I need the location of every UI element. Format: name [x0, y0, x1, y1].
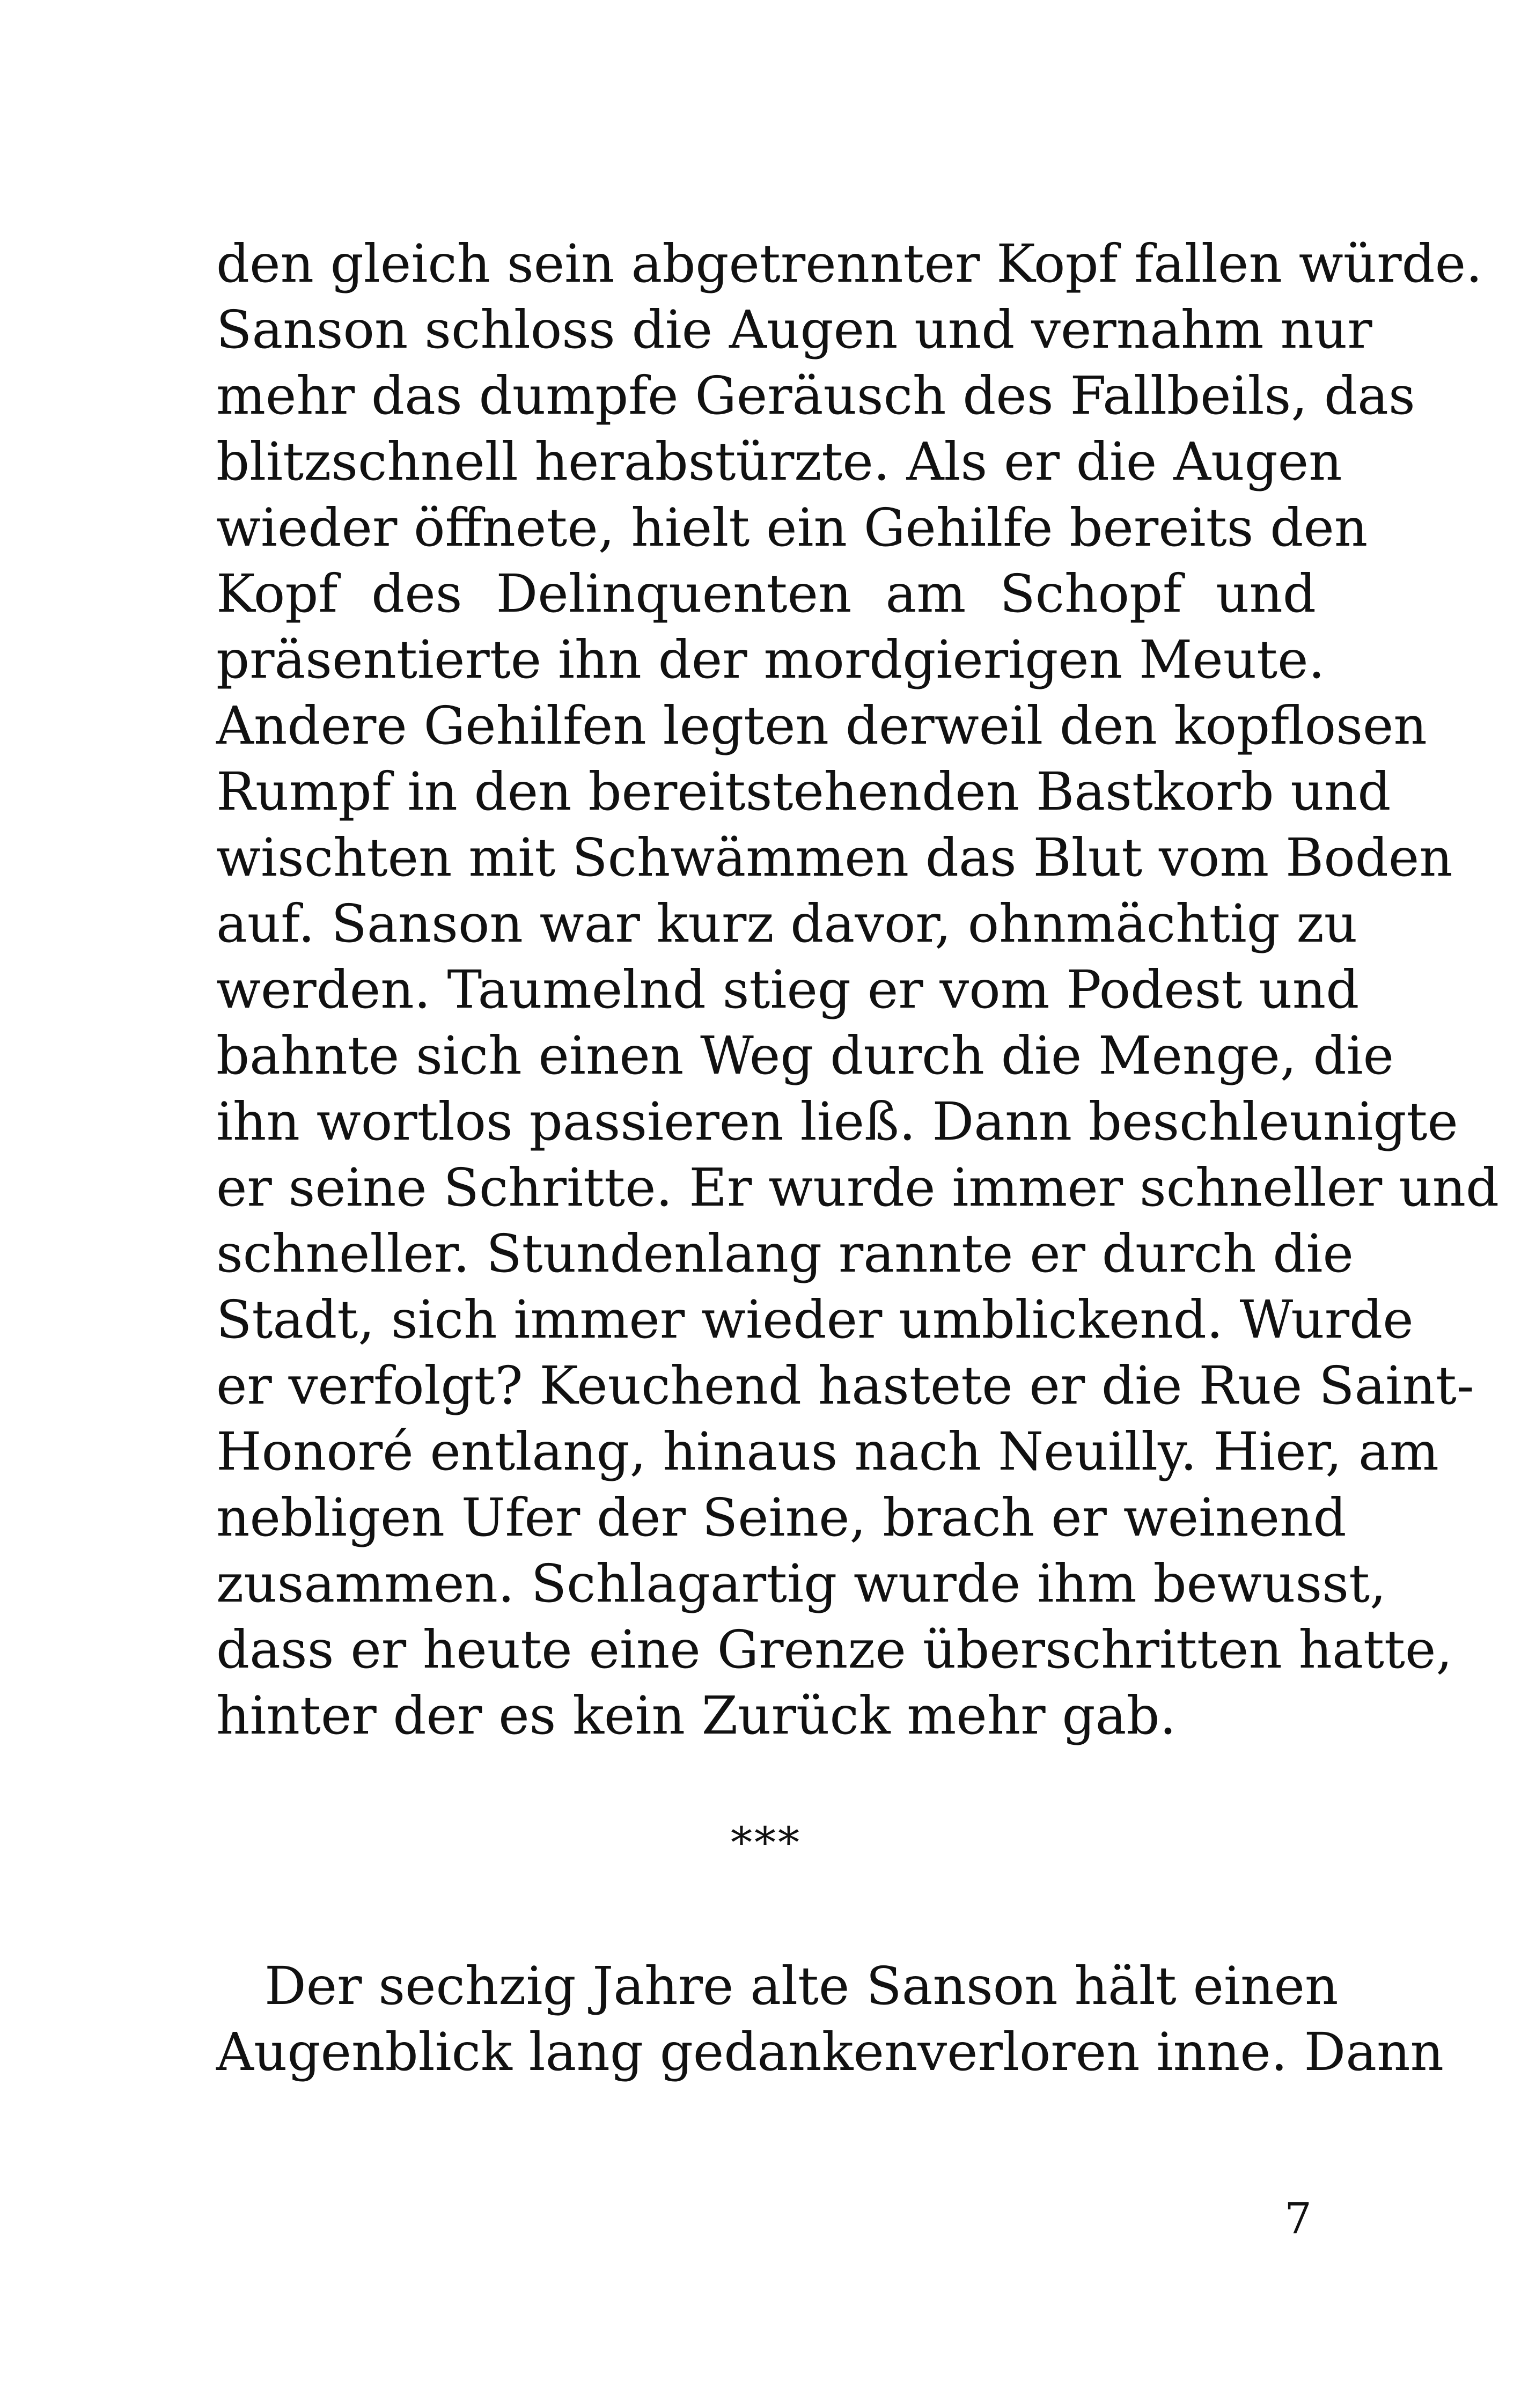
- text-line: Rumpf in den bereitstehenden Bastkorb und: [216, 761, 1391, 822]
- text-line: ihn wortlos passieren ließ. Dann beschleunigte: [216, 1091, 1458, 1152]
- text-line: Der sechzig Jahre alte Sanson hält einen: [264, 1956, 1339, 2016]
- text-line: Honoré entlang, hinaus nach Neuilly. Hier, am: [216, 1421, 1439, 1482]
- text-line: Stadt, sich immer wieder umblickend. Wurde: [216, 1289, 1414, 1350]
- page-number: 7: [1284, 2193, 1312, 2243]
- text-line: nebligen Ufer der Seine, brach er weinend: [216, 1487, 1347, 1548]
- text-line: Andere Gehilfen legten derweil den kopflosen: [216, 695, 1427, 756]
- text-line: blitzschnell herabstürzte. Als er die Augen: [216, 431, 1342, 492]
- text-line: hinter der es kein Zurück mehr gab.: [216, 1685, 1177, 1746]
- text-line: zusammen. Schlagartig wurde ihm bewusst,: [216, 1553, 1386, 1614]
- text-line: auf. Sanson war kurz davor, ohnmächtig zu: [216, 893, 1358, 954]
- text-line: Sanson schloss die Augen und vernahm nur: [216, 299, 1372, 360]
- text-line: schneller. Stundenlang rannte er durch die: [216, 1223, 1354, 1284]
- text-line: wieder öffnete, hielt ein Gehilfe bereits den: [216, 497, 1368, 558]
- text-line: wischten mit Schwämmen das Blut vom Boden: [216, 827, 1453, 888]
- text-line: Kopf des Delinquenten am Schopf und: [216, 563, 1316, 624]
- text-line: bahnte sich einen Weg durch die Menge, die: [216, 1025, 1394, 1086]
- text-line: werden. Taumelnd stieg er vom Podest und: [216, 959, 1360, 1020]
- text-line: dass er heute eine Grenze überschritten hatte,: [216, 1619, 1453, 1680]
- text-line: präsentierte ihn der mordgierigen Meute.: [216, 629, 1325, 690]
- text-line: mehr das dumpfe Geräusch des Fallbeils, das: [216, 365, 1415, 426]
- paragraph-2: [216, 1953, 1444, 2085]
- text-line: er verfolgt? Keuchend hastete er die Rue Saint-: [216, 1355, 1474, 1416]
- text-line: er seine Schritte. Er wurde immer schneller und: [216, 1157, 1500, 1218]
- text-line: den gleich sein abgetrennter Kopf fallen würde.: [216, 233, 1482, 294]
- section-separator: ***: [731, 1818, 802, 1868]
- paragraph-1: [216, 231, 1500, 1749]
- text-line: Augenblick lang gedankenverloren inne. Dann: [216, 2022, 1444, 2082]
